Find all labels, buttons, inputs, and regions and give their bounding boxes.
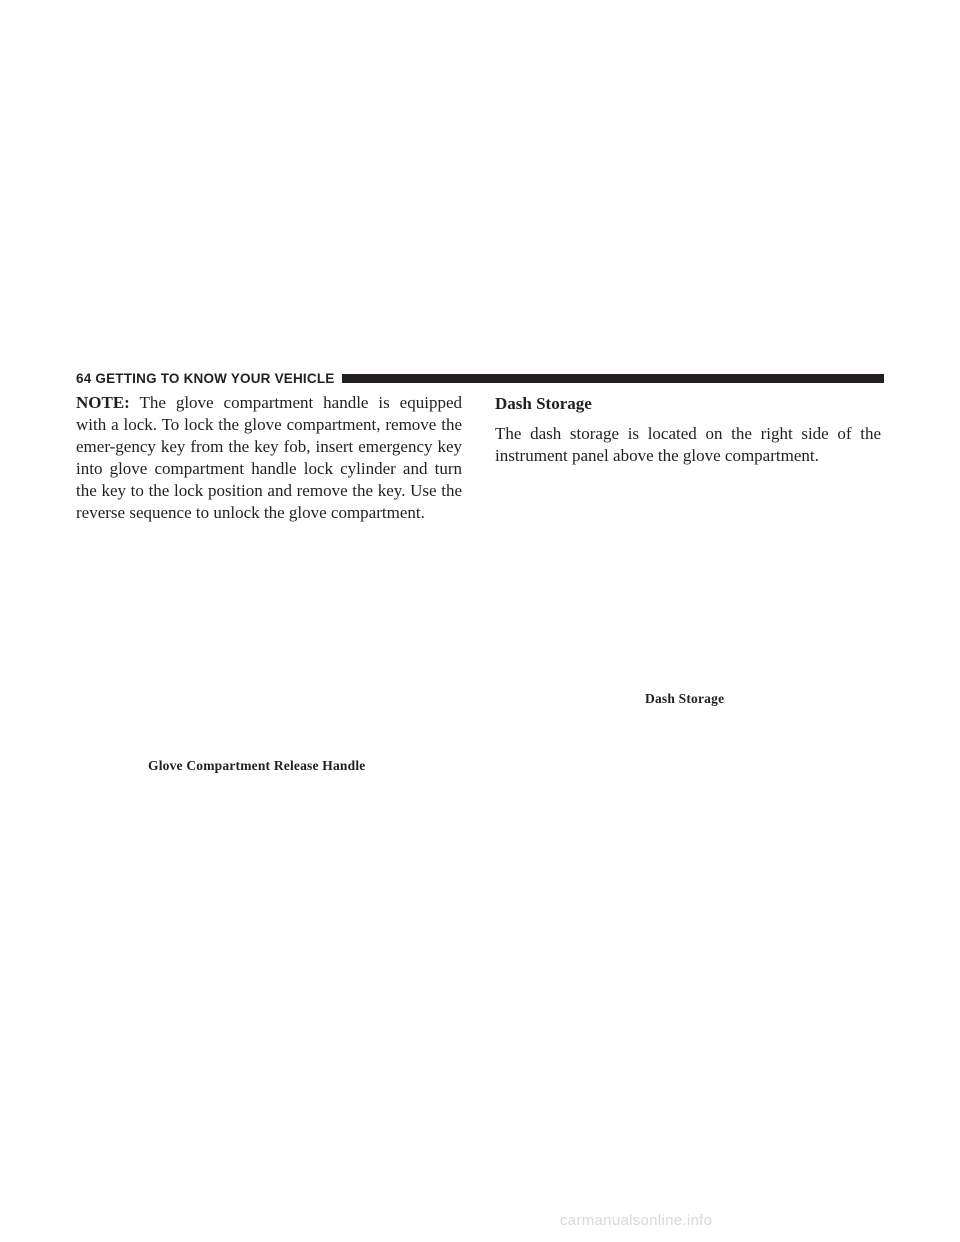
page-header xyxy=(76,368,884,388)
note-text: The glove compartment handle is equipped with a lock. To lock the glove compartment, remove the emer-gency key from the key fob, insert emergency key into glove compartment handle lock cylinder and turn the key to the lock position and remove the key. Use the reverse sequence to unlock the glove compartment. xyxy=(76,393,462,522)
section-heading-dash-storage: Dash Storage xyxy=(495,394,592,413)
watermark: carmanualsonline.info xyxy=(560,1212,713,1229)
header-rule xyxy=(342,374,884,383)
dash-storage-caption: Dash Storage xyxy=(645,691,725,706)
glove-compartment-image xyxy=(76,520,462,744)
page-header-label: 64 GETTING TO KNOW YOUR VEHICLE xyxy=(76,370,335,386)
left-column xyxy=(76,392,462,524)
right-column xyxy=(495,392,881,467)
dash-storage-image xyxy=(495,470,881,682)
note-label: NOTE: xyxy=(76,393,130,412)
glove-compartment-caption: Glove Compartment Release Handle xyxy=(148,758,366,773)
note-paragraph xyxy=(76,392,462,524)
dash-storage-paragraph: The dash storage is located on the right side of the instrument panel above the glove compartment. xyxy=(495,424,881,465)
